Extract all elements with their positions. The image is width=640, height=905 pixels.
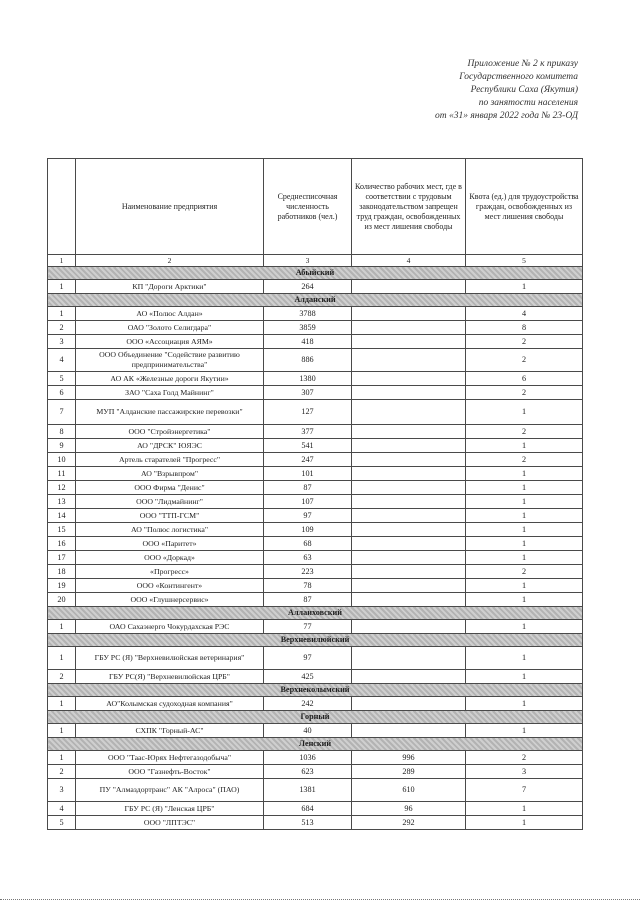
restricted-workplaces (352, 495, 466, 509)
table-row (48, 724, 583, 738)
scan-edge-line (0, 899, 640, 901)
quota-value: 1 (466, 816, 583, 830)
quota-value: 1 (466, 280, 583, 294)
row-number: 7 (48, 400, 76, 425)
quota-value: 1 (466, 697, 583, 711)
restricted-workplaces (352, 321, 466, 335)
restricted-workplaces (352, 579, 466, 593)
company-name: ООО «Ассоциация АЯМ» (76, 335, 264, 349)
table-row (48, 439, 583, 453)
company-name: ЗАО "Саха Голд Майнинг" (76, 386, 264, 400)
region-name: Абыйский (48, 267, 583, 280)
row-number: 2 (48, 765, 76, 779)
table-row (48, 670, 583, 684)
row-number: 15 (48, 523, 76, 537)
quota-value: 2 (466, 335, 583, 349)
quota-value: 1 (466, 439, 583, 453)
appendix-block (348, 58, 578, 123)
company-name: ГБУ РС(Я) "Верхневилюйская ЦРБ" (76, 670, 264, 684)
header-quota: Квота (ед.) для трудоустройства граждан, освобожденных из мест лишения свободы (466, 159, 583, 255)
header-average-staff: Среднесписочная численность работников (чел.) (264, 159, 352, 255)
restricted-workplaces (352, 335, 466, 349)
quota-value: 1 (466, 481, 583, 495)
quota-value: 2 (466, 453, 583, 467)
average-staff: 377 (264, 425, 352, 439)
row-number: 16 (48, 537, 76, 551)
quota-value: 1 (466, 467, 583, 481)
average-staff: 63 (264, 551, 352, 565)
row-number: 14 (48, 509, 76, 523)
company-name: ГБУ РС (Я) "Верхневилюйская ветеринария" (76, 647, 264, 670)
row-number: 17 (48, 551, 76, 565)
quota-value: 2 (466, 565, 583, 579)
company-name: ОАО "Золото Селигдара" (76, 321, 264, 335)
company-name: ПУ "Алмаздортранс" АК "Алроса" (ПАО) (76, 779, 264, 802)
average-staff: 541 (264, 439, 352, 453)
restricted-workplaces: 96 (352, 802, 466, 816)
quota-value: 2 (466, 349, 583, 372)
company-name: АО "ДРСК" ЮЯЭС (76, 439, 264, 453)
quota-value: 1 (466, 523, 583, 537)
row-number: 11 (48, 467, 76, 481)
table-row (48, 349, 583, 372)
average-staff: 886 (264, 349, 352, 372)
table-header-row (48, 159, 583, 255)
restricted-workplaces: 610 (352, 779, 466, 802)
restricted-workplaces (352, 481, 466, 495)
table-row (48, 779, 583, 802)
row-number: 5 (48, 816, 76, 830)
quota-value: 6 (466, 372, 583, 386)
row-number: 18 (48, 565, 76, 579)
average-staff: 127 (264, 400, 352, 425)
table-row (48, 551, 583, 565)
average-staff: 78 (264, 579, 352, 593)
row-number: 1 (48, 647, 76, 670)
restricted-workplaces (352, 425, 466, 439)
restricted-workplaces (352, 724, 466, 738)
row-number: 1 (48, 620, 76, 634)
company-name: «Прогресс» (76, 565, 264, 579)
row-number: 10 (48, 453, 76, 467)
row-number: 19 (48, 579, 76, 593)
row-number: 5 (48, 372, 76, 386)
row-number: 4 (48, 802, 76, 816)
company-name: ООО «Контингент» (76, 579, 264, 593)
row-number: 8 (48, 425, 76, 439)
table-row (48, 280, 583, 294)
restricted-workplaces (352, 537, 466, 551)
column-number-row (48, 255, 583, 267)
average-staff: 1380 (264, 372, 352, 386)
restricted-workplaces (352, 400, 466, 425)
company-name: КП "Дороги Арктики" (76, 280, 264, 294)
company-name: ООО «Глушнерсервис» (76, 593, 264, 607)
quota-value: 1 (466, 579, 583, 593)
header-restricted-workplaces: Количество рабочих мест, где в соответствии с трудовым законодательством запрещен труд граждан, освобожденных из мест лишения свободы (352, 159, 466, 255)
table-row (48, 523, 583, 537)
row-number: 1 (48, 280, 76, 294)
average-staff: 107 (264, 495, 352, 509)
table-row (48, 647, 583, 670)
row-number: 2 (48, 670, 76, 684)
table-row (48, 816, 583, 830)
quota-value: 3 (466, 765, 583, 779)
table-row (48, 495, 583, 509)
average-staff: 68 (264, 537, 352, 551)
average-staff: 40 (264, 724, 352, 738)
company-name: АО «Полюс Алдан» (76, 307, 264, 321)
average-staff: 1036 (264, 751, 352, 765)
average-staff: 97 (264, 647, 352, 670)
table-row (48, 321, 583, 335)
column-number: 3 (264, 255, 352, 267)
restricted-workplaces (352, 647, 466, 670)
company-name: Артель старателей "Прогресс" (76, 453, 264, 467)
row-number: 1 (48, 724, 76, 738)
quota-value: 1 (466, 551, 583, 565)
company-name: ООО "Стройэнергетика" (76, 425, 264, 439)
restricted-workplaces (352, 280, 466, 294)
average-staff: 623 (264, 765, 352, 779)
company-name: АО "Взрывпром" (76, 467, 264, 481)
quota-value: 1 (466, 495, 583, 509)
quota-value: 1 (466, 802, 583, 816)
quota-value: 1 (466, 724, 583, 738)
table-body (48, 267, 583, 830)
restricted-workplaces (352, 453, 466, 467)
average-staff: 418 (264, 335, 352, 349)
column-number: 2 (76, 255, 264, 267)
average-staff: 264 (264, 280, 352, 294)
header-company-name: Наименование предприятия (76, 159, 264, 255)
average-staff: 242 (264, 697, 352, 711)
table-row (48, 400, 583, 425)
restricted-workplaces (352, 620, 466, 634)
quota-value: 7 (466, 779, 583, 802)
restricted-workplaces (352, 509, 466, 523)
company-name: ОАО Сахаэнерго Чокурдахская РЭС (76, 620, 264, 634)
table-row (48, 467, 583, 481)
average-staff: 223 (264, 565, 352, 579)
company-name: ООО "Газнефть-Восток" (76, 765, 264, 779)
average-staff: 684 (264, 802, 352, 816)
quota-value: 1 (466, 509, 583, 523)
quota-value: 1 (466, 537, 583, 551)
table-row (48, 579, 583, 593)
table-row (48, 565, 583, 579)
average-staff: 101 (264, 467, 352, 481)
header-number (48, 159, 76, 255)
region-name: Горный (48, 711, 583, 724)
table-row (48, 537, 583, 551)
row-number: 3 (48, 779, 76, 802)
average-staff: 3859 (264, 321, 352, 335)
table-row (48, 620, 583, 634)
company-name: ООО Объединение "Содействие развитию предпринимательства" (76, 349, 264, 372)
row-number: 1 (48, 307, 76, 321)
table-row (48, 751, 583, 765)
table-row (48, 386, 583, 400)
table-row (48, 481, 583, 495)
company-name: АО АК «Железные дороги Якутии» (76, 372, 264, 386)
quota-value: 1 (466, 620, 583, 634)
restricted-workplaces (352, 565, 466, 579)
quota-table (47, 158, 583, 830)
quota-value: 1 (466, 593, 583, 607)
quota-value: 1 (466, 400, 583, 425)
average-staff: 247 (264, 453, 352, 467)
column-number: 1 (48, 255, 76, 267)
region-name: Верхнеколымский (48, 684, 583, 697)
table-row (48, 335, 583, 349)
appendix-line: Приложение № 2 к приказу (467, 59, 578, 69)
quota-value: 2 (466, 751, 583, 765)
average-staff: 3788 (264, 307, 352, 321)
average-staff: 87 (264, 593, 352, 607)
row-number: 9 (48, 439, 76, 453)
row-number: 12 (48, 481, 76, 495)
row-number: 1 (48, 751, 76, 765)
quota-value: 8 (466, 321, 583, 335)
table-row (48, 697, 583, 711)
row-number: 20 (48, 593, 76, 607)
company-name: СХПК "Горный-АС" (76, 724, 264, 738)
region-row (48, 267, 583, 280)
restricted-workplaces (352, 670, 466, 684)
appendix-date-line: от «31» января 2022 года № 23-ОД (434, 111, 578, 121)
company-name: ГБУ РС (Я) "Ленская ЦРБ" (76, 802, 264, 816)
company-name: ООО "Лидмайнинг" (76, 495, 264, 509)
region-name: Ленский (48, 738, 583, 751)
company-name: МУП "Алданские пассажирские перевозки" (76, 400, 264, 425)
restricted-workplaces (352, 551, 466, 565)
column-number: 5 (466, 255, 583, 267)
company-name: ООО Фирма "Денис" (76, 481, 264, 495)
row-number: 4 (48, 349, 76, 372)
table-row (48, 509, 583, 523)
region-name: Верхневилюйский (48, 634, 583, 647)
restricted-workplaces (352, 349, 466, 372)
average-staff: 97 (264, 509, 352, 523)
region-row (48, 684, 583, 697)
company-name: ООО «Доркад» (76, 551, 264, 565)
company-name: АО"Колымская судоходная компания" (76, 697, 264, 711)
region-row (48, 607, 583, 620)
quota-value: 1 (466, 670, 583, 684)
restricted-workplaces (352, 467, 466, 481)
quota-value: 2 (466, 386, 583, 400)
company-name: ООО "Таас-Юрях Нефтегазодобыча" (76, 751, 264, 765)
appendix-line: Республики Саха (Якутия) (470, 85, 578, 95)
company-name: АО "Полюс логистика" (76, 523, 264, 537)
row-number: 13 (48, 495, 76, 509)
average-staff: 1381 (264, 779, 352, 802)
table-row (48, 593, 583, 607)
restricted-workplaces (352, 697, 466, 711)
average-staff: 425 (264, 670, 352, 684)
region-row (48, 294, 583, 307)
row-number: 2 (48, 321, 76, 335)
table-row (48, 307, 583, 321)
company-name: ООО «Паритет» (76, 537, 264, 551)
table-row (48, 453, 583, 467)
table-row (48, 425, 583, 439)
restricted-workplaces (352, 523, 466, 537)
company-name: ООО "ЛПТЭС" (76, 816, 264, 830)
restricted-workplaces (352, 439, 466, 453)
company-name: ООО "ТТП-ГСМ" (76, 509, 264, 523)
table-row (48, 765, 583, 779)
average-staff: 109 (264, 523, 352, 537)
restricted-workplaces: 996 (352, 751, 466, 765)
average-staff: 307 (264, 386, 352, 400)
restricted-workplaces: 292 (352, 816, 466, 830)
row-number: 3 (48, 335, 76, 349)
region-name: Аллаиховский (48, 607, 583, 620)
table-row (48, 802, 583, 816)
column-number: 4 (352, 255, 466, 267)
appendix-line: по занятости населения (478, 98, 578, 108)
region-row (48, 634, 583, 647)
region-row (48, 738, 583, 751)
average-staff: 513 (264, 816, 352, 830)
average-staff: 77 (264, 620, 352, 634)
region-row (48, 711, 583, 724)
row-number: 6 (48, 386, 76, 400)
restricted-workplaces (352, 386, 466, 400)
restricted-workplaces (352, 372, 466, 386)
appendix-line: Государственного комитета (459, 72, 578, 82)
table-row (48, 372, 583, 386)
restricted-workplaces: 289 (352, 765, 466, 779)
average-staff: 87 (264, 481, 352, 495)
quota-value: 4 (466, 307, 583, 321)
restricted-workplaces (352, 307, 466, 321)
region-name: Алданский (48, 294, 583, 307)
restricted-workplaces (352, 593, 466, 607)
quota-value: 2 (466, 425, 583, 439)
quota-value: 1 (466, 647, 583, 670)
row-number: 1 (48, 697, 76, 711)
